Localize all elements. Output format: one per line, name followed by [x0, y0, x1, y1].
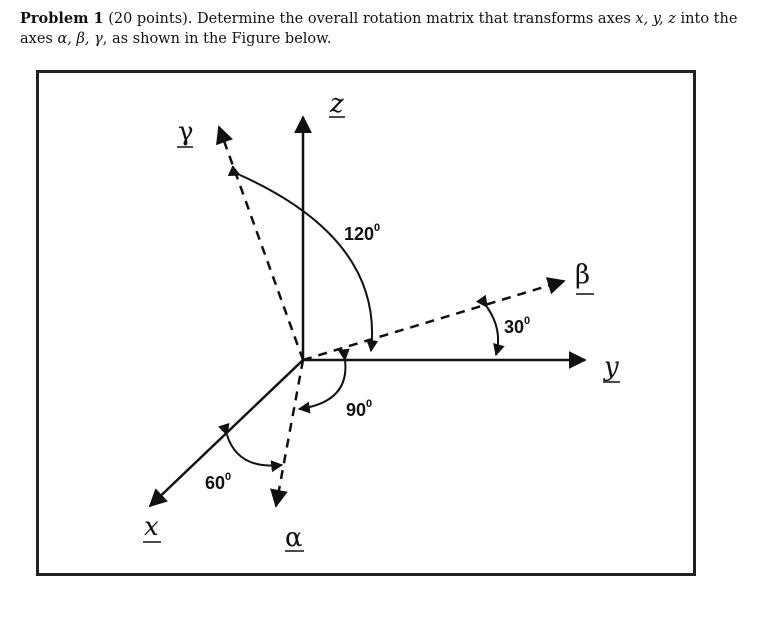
angle-value-30: 30	[504, 317, 525, 337]
problem-points: (20 points).	[108, 11, 193, 27]
angle-value-120: 120	[344, 224, 375, 244]
problem-vars-abg: α, β, γ	[57, 31, 103, 47]
problem-vars-xyz: x, y, z	[635, 11, 676, 27]
beta-axis-label: β	[575, 260, 591, 290]
angle-arc-90	[299, 360, 345, 409]
problem-text-comma: ,	[102, 31, 108, 47]
problem-label: Problem 1	[20, 10, 104, 27]
x-axis	[150, 360, 303, 506]
x-axis-label: x	[144, 512, 159, 542]
angle-unit-120: 0	[374, 222, 381, 234]
alpha-axis-label: α	[285, 523, 303, 553]
angle-label-120	[344, 222, 380, 244]
angle-value-90: 90	[346, 400, 367, 420]
problem-text-2: into the axes	[20, 11, 738, 47]
y-axis-label: y	[604, 352, 619, 382]
gamma-axis	[219, 127, 303, 360]
angle-unit-90: 0	[366, 398, 373, 410]
angle-label-90	[346, 398, 372, 420]
angle-unit-30: 0	[524, 315, 531, 327]
angle-arc-30	[487, 307, 498, 355]
angle-unit-60: 0	[225, 471, 232, 483]
angle-arc-60	[227, 435, 282, 466]
problem-text-3: as shown in the Figure below.	[111, 31, 332, 47]
z-axis-label: z	[330, 89, 344, 119]
problem-text-1: Determine the overall rotation matrix that transforms axes	[197, 11, 631, 27]
angle-label-60	[205, 471, 231, 493]
angle-arc-120	[240, 175, 375, 351]
gamma-axis-label: γ	[178, 117, 194, 147]
angle-value-60: 60	[205, 473, 226, 493]
angle-label-30	[504, 315, 530, 337]
